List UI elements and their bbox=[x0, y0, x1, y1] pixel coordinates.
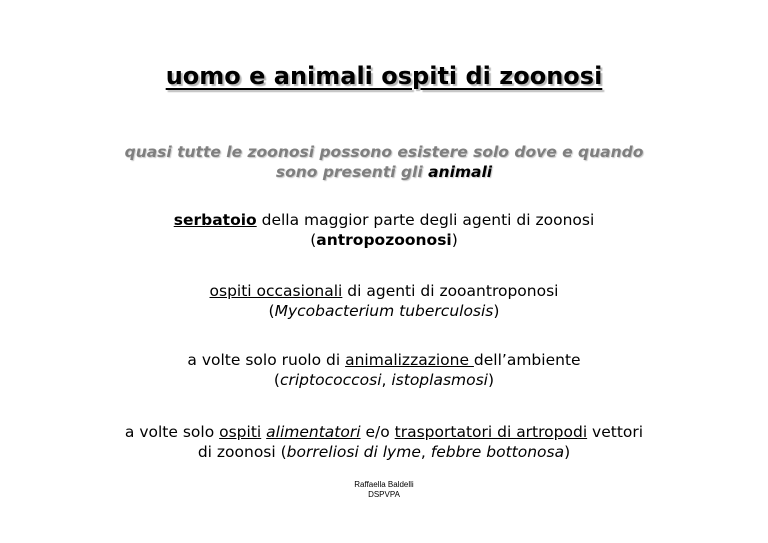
footer-author: Raffaella Baldelli bbox=[354, 480, 414, 489]
footer bbox=[0, 480, 768, 500]
term-antropozoonosi: antropozoonosi bbox=[316, 231, 452, 249]
item-serbatoio-line-1 bbox=[0, 210, 768, 230]
term-febbre-bottonosa: febbre bottonosa bbox=[430, 443, 565, 461]
term-criptococcosi: criptococcosi bbox=[279, 371, 382, 389]
term-ospiti: ospiti bbox=[219, 423, 262, 441]
item-ospiti-alimentatori-pre: a volte solo bbox=[124, 423, 220, 441]
item-animalizzazione bbox=[0, 350, 768, 390]
paren-close: ) bbox=[564, 443, 571, 461]
intro-keyword-animali: animali bbox=[428, 163, 493, 181]
item-animalizzazione-rest: dell’ambiente bbox=[473, 351, 581, 369]
separator: , bbox=[420, 443, 431, 461]
item-ospiti-alimentatori-line-1 bbox=[0, 422, 768, 442]
term-istoplasmosi: istoplasmosi bbox=[391, 371, 488, 389]
item-ospiti-occasionali-line-1 bbox=[0, 281, 768, 301]
item-ospiti-alimentatori bbox=[0, 422, 768, 462]
intro-line-1: quasi tutte le zoonosi possono esistere solo dove e quando bbox=[124, 143, 644, 161]
paren-close: ) bbox=[488, 371, 495, 389]
term-animalizzazione: animalizzazione bbox=[345, 351, 474, 369]
item-serbatoio-rest: della maggior parte degli agenti di zoonosi bbox=[256, 211, 595, 229]
item-ospiti-occasionali-line-2 bbox=[0, 301, 768, 321]
separator: , bbox=[381, 371, 392, 389]
item-ospiti-alimentatori-line-2 bbox=[0, 442, 768, 462]
item-serbatoio bbox=[0, 210, 768, 250]
intro-line-2 bbox=[0, 162, 768, 182]
item-ospiti-alimentatori-line2-pre: di zoonosi ( bbox=[197, 443, 287, 461]
term-trasportatori: trasportatori di artropodi bbox=[394, 423, 588, 441]
footer-dept: DSPVPA bbox=[368, 490, 400, 499]
intro-text bbox=[0, 142, 768, 182]
item-serbatoio-line-2 bbox=[0, 230, 768, 250]
item-animalizzazione-line-2 bbox=[0, 370, 768, 390]
item-animalizzazione-line-1 bbox=[0, 350, 768, 370]
item-ospiti-alimentatori-mid: e/o bbox=[360, 423, 395, 441]
term-borreliosi: borreliosi di lyme bbox=[286, 443, 421, 461]
paren-open: ( bbox=[310, 231, 317, 249]
paren-open: ( bbox=[273, 371, 280, 389]
paren-open: ( bbox=[268, 302, 275, 320]
term-serbatoio: serbatoio bbox=[173, 211, 257, 229]
term-alimentatori: alimentatori bbox=[266, 423, 361, 441]
slide-title: uomo e animali ospiti di zoonosi bbox=[165, 62, 603, 90]
item-ospiti-occasionali-rest: di agenti di zooantroponosi bbox=[342, 282, 559, 300]
item-ospiti-alimentatori-post: vettori bbox=[587, 423, 644, 441]
paren-close: ) bbox=[451, 231, 458, 249]
item-ospiti-occasionali bbox=[0, 281, 768, 321]
item-animalizzazione-pre: a volte solo ruolo di bbox=[187, 351, 346, 369]
paren-close: ) bbox=[493, 302, 500, 320]
term-ospiti-occasionali: ospiti occasionali bbox=[209, 282, 343, 300]
term-mycobacterium: Mycobacterium tuberculosis bbox=[274, 302, 494, 320]
intro-line-2-pre: sono presenti gli bbox=[275, 163, 429, 181]
